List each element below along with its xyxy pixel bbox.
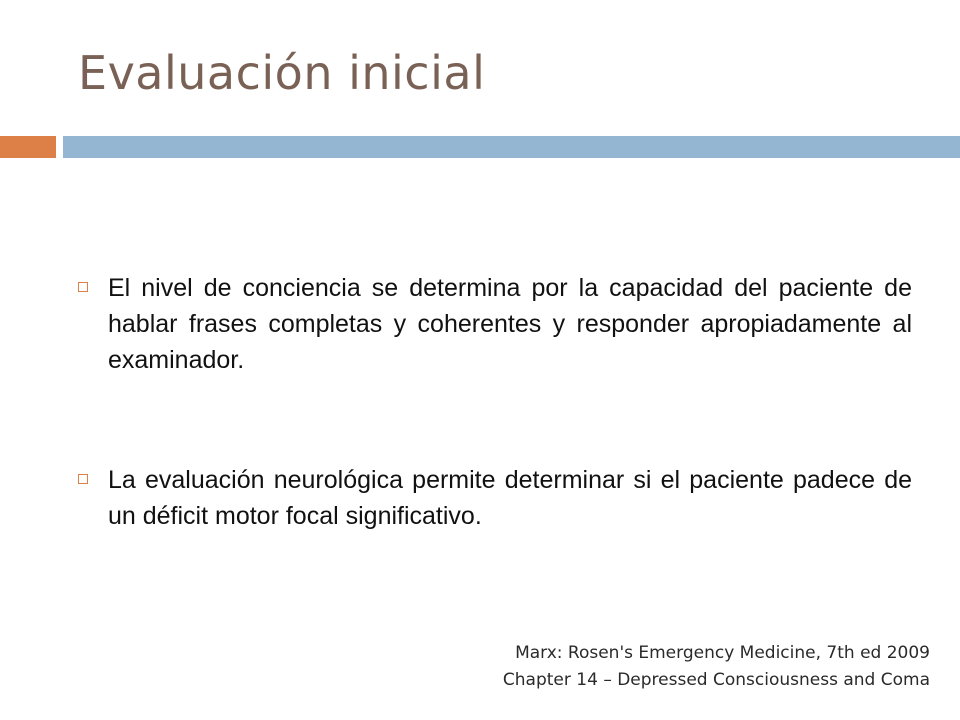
- bullet-text: El nivel de conciencia se determina por la capacidad del paciente de hablar frases completas y coherentes y responder apropiadamente al examinador.: [108, 274, 912, 374]
- reference-line-2: Chapter 14 – Depressed Consciousness and Coma: [502, 670, 930, 690]
- bullet-list: [78, 270, 912, 534]
- bullet-item: [78, 462, 912, 534]
- reference-line-1: Marx: Rosen's Emergency Medicine, 7th ed 2009: [515, 643, 930, 663]
- bullet-item: [78, 270, 912, 378]
- slide-title: Evaluación inicial: [78, 46, 486, 100]
- square-bullet-icon: [78, 282, 88, 292]
- bullet-text: La evaluación neurológica permite determinar si el paciente padece de un déficit motor focal significativo.: [108, 466, 912, 530]
- reference-citation: [503, 640, 930, 694]
- square-bullet-icon: [78, 474, 88, 484]
- accent-bar-blue: [63, 136, 960, 158]
- accent-bar-orange: [0, 136, 56, 158]
